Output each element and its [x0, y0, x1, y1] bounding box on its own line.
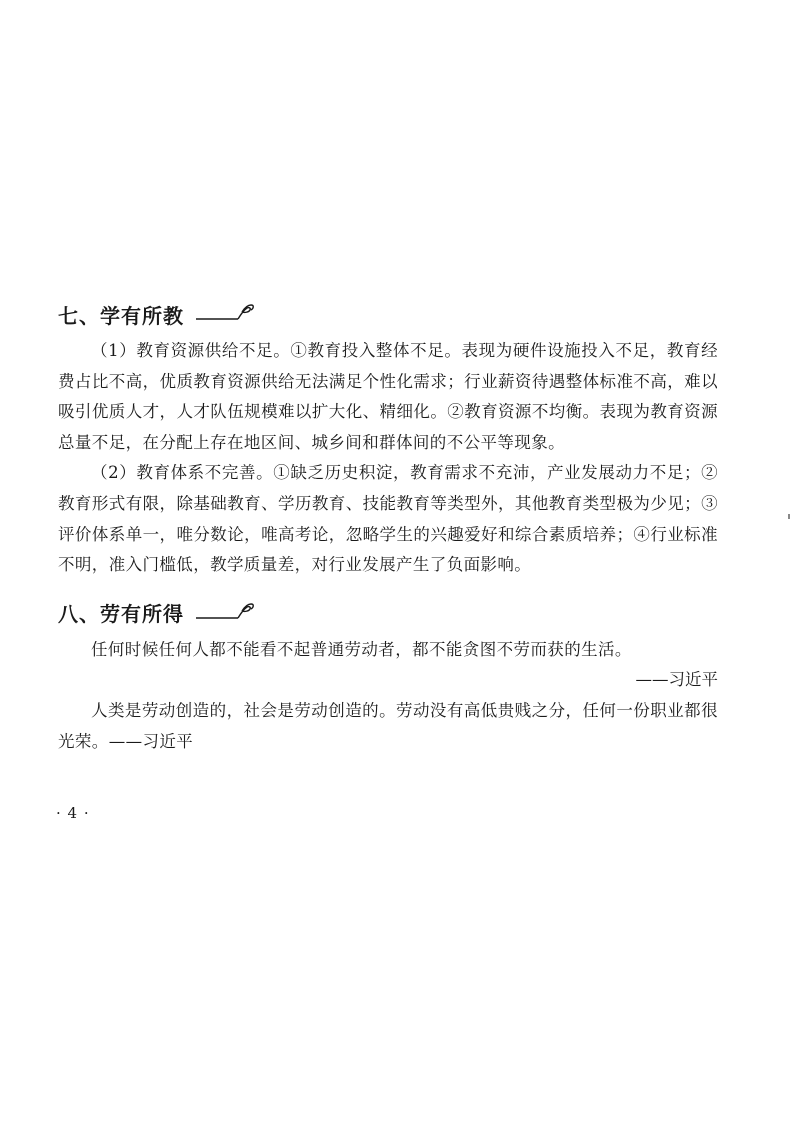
section-8-title: 八、劳有所得	[58, 602, 184, 627]
leaf-line-icon	[194, 601, 256, 625]
section-8-attribution-1: ——习近平	[635, 670, 718, 690]
section-8-quote-1: 任何时候任何人都不能看不起普通劳动者，都不能贪图不劳而获的生活。	[91, 639, 632, 659]
section-8	[58, 595, 718, 757]
document-page	[58, 296, 718, 757]
section-7-heading	[58, 296, 718, 332]
leaf-line-icon	[194, 302, 256, 326]
section-7-title: 七、学有所教	[58, 303, 184, 328]
page-number: · 4 ·	[56, 804, 90, 822]
scan-edge-mark	[788, 514, 790, 519]
section-8-heading	[58, 595, 718, 631]
section-7-paragraph-2: （2）教育体系不完善。①缺乏历史积淀，教育需求不充沛，产业发展动力不足；②教育形式有限，除基础教育、学历教育、技能教育等类型外，其他教育类型极为少见；③评价体系单一，唯分数论，唯高考论，忽略学生的兴趣爱好和综合素质培养；④行业标准不明，准入门槛低，教学质量差，对行业发展产生了负面影响。	[58, 463, 718, 575]
section-8-quote-2: 人类是劳动创造的，社会是劳动创造的。劳动没有高低贵贱之分，任何一份职业都很光荣。——习近平	[58, 700, 718, 751]
section-7	[58, 296, 718, 581]
section-7-paragraph-1: （1）教育资源供给不足。①教育投入整体不足。表现为硬件设施投入不足，教育经费占比不高，优质教育资源供给无法满足个性化需求；行业薪资待遇整体标准不高，难以吸引优质人才，人才队伍规模难以扩大化、精细化。②教育资源不均衡。表现为教育资源总量不足，在分配上存在地区间、城乡间和群体间的不公平等现象。	[58, 341, 718, 452]
